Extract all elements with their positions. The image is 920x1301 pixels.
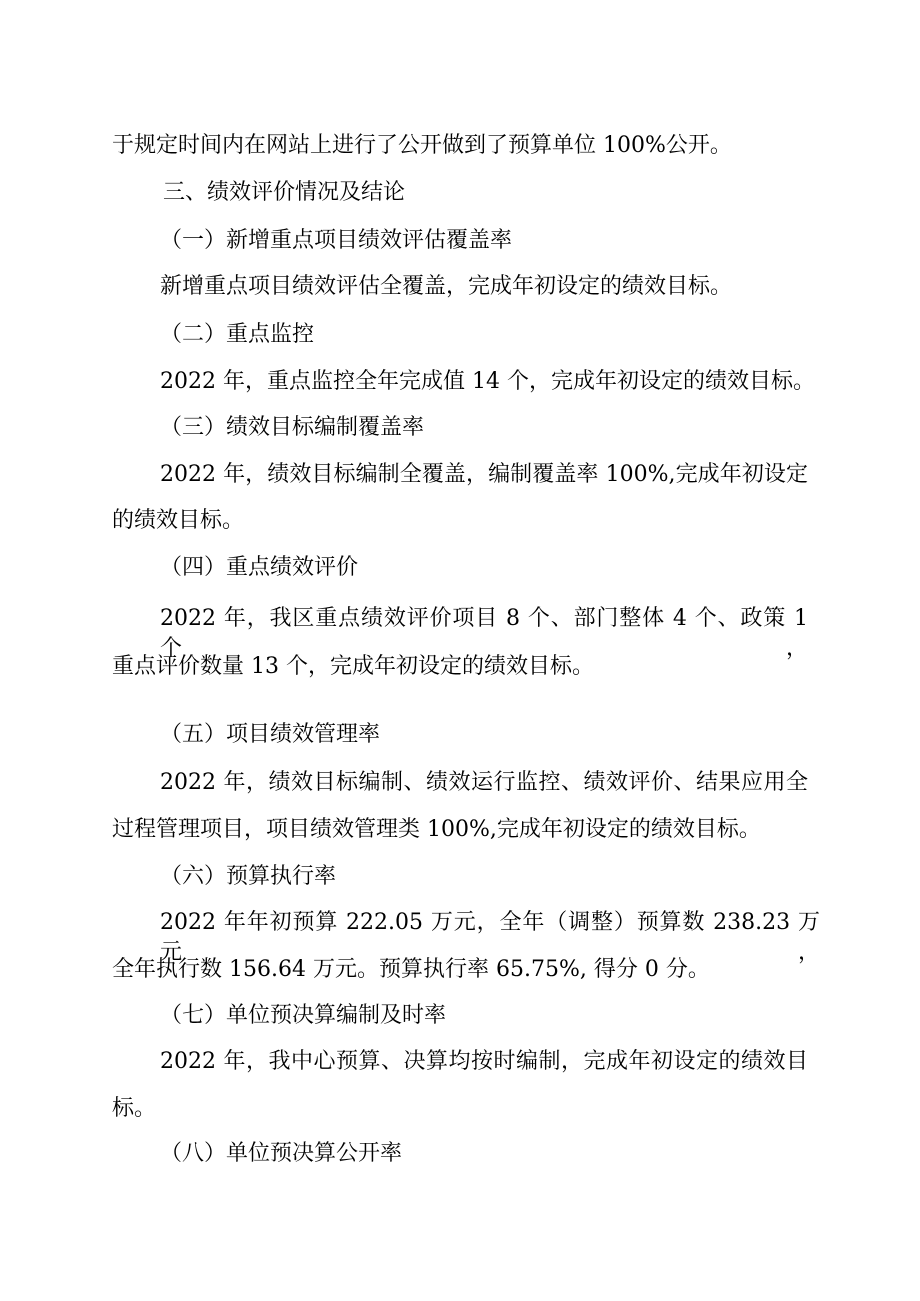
subsection-heading: （七）单位预决算编制及时率 xyxy=(160,1003,447,1028)
paragraph-line: 的绩效目标。 xyxy=(112,508,245,533)
subsection-heading: （六）预算执行率 xyxy=(160,864,337,889)
paragraph-line: 标。 xyxy=(112,1096,157,1121)
subsection-heading: （三）绩效目标编制覆盖率 xyxy=(160,415,425,440)
paragraph-line: 2022 年，我区重点绩效评价项目 8 个、部门整体 4 个、政策 1 个， xyxy=(160,606,808,661)
paragraph-line: 新增重点项目绩效评估全覆盖，完成年初设定的绩效目标。 xyxy=(160,274,733,299)
paragraph-line: 2022 年，我中心预算、决算均按时编制，完成年初设定的绩效目 xyxy=(160,1049,808,1074)
subsection-heading: （八）单位预决算公开率 xyxy=(160,1141,403,1166)
paragraph-line: 过程管理项目，项目绩效管理类 100%,完成年初设定的绩效目标。 xyxy=(112,817,761,842)
paragraph-line: 2022 年，重点监控全年完成值 14 个，完成年初设定的绩效目标。 xyxy=(160,369,815,394)
section-heading: 三、绩效评价情况及结论 xyxy=(163,180,406,205)
paragraph-line: 2022 年，绩效目标编制、绩效运行监控、绩效评价、结果应用全 xyxy=(160,770,808,795)
subsection-heading: （五）项目绩效管理率 xyxy=(160,722,381,747)
subsection-heading: （二）重点监控 xyxy=(160,322,315,347)
subsection-heading: （四）重点绩效评价 xyxy=(160,555,359,580)
paragraph-line: 于规定时间内在网站上进行了公开做到了预算单位 100%公开。 xyxy=(112,133,732,158)
paragraph-line: 2022 年，绩效目标编制全覆盖，编制覆盖率 100%,完成年初设定 xyxy=(160,462,808,487)
paragraph-line: 2022 年年初预算 222.05 万元，全年（调整）预算数 238.23 万元， xyxy=(160,910,820,965)
subsection-heading: （一）新增重点项目绩效评估覆盖率 xyxy=(160,228,513,253)
paragraph-line: 全年执行数 156.64 万元。预算执行率 65.75%, 得分 0 分。 xyxy=(112,957,710,982)
paragraph-line: 重点评价数量 13 个，完成年初设定的绩效目标。 xyxy=(112,654,594,679)
